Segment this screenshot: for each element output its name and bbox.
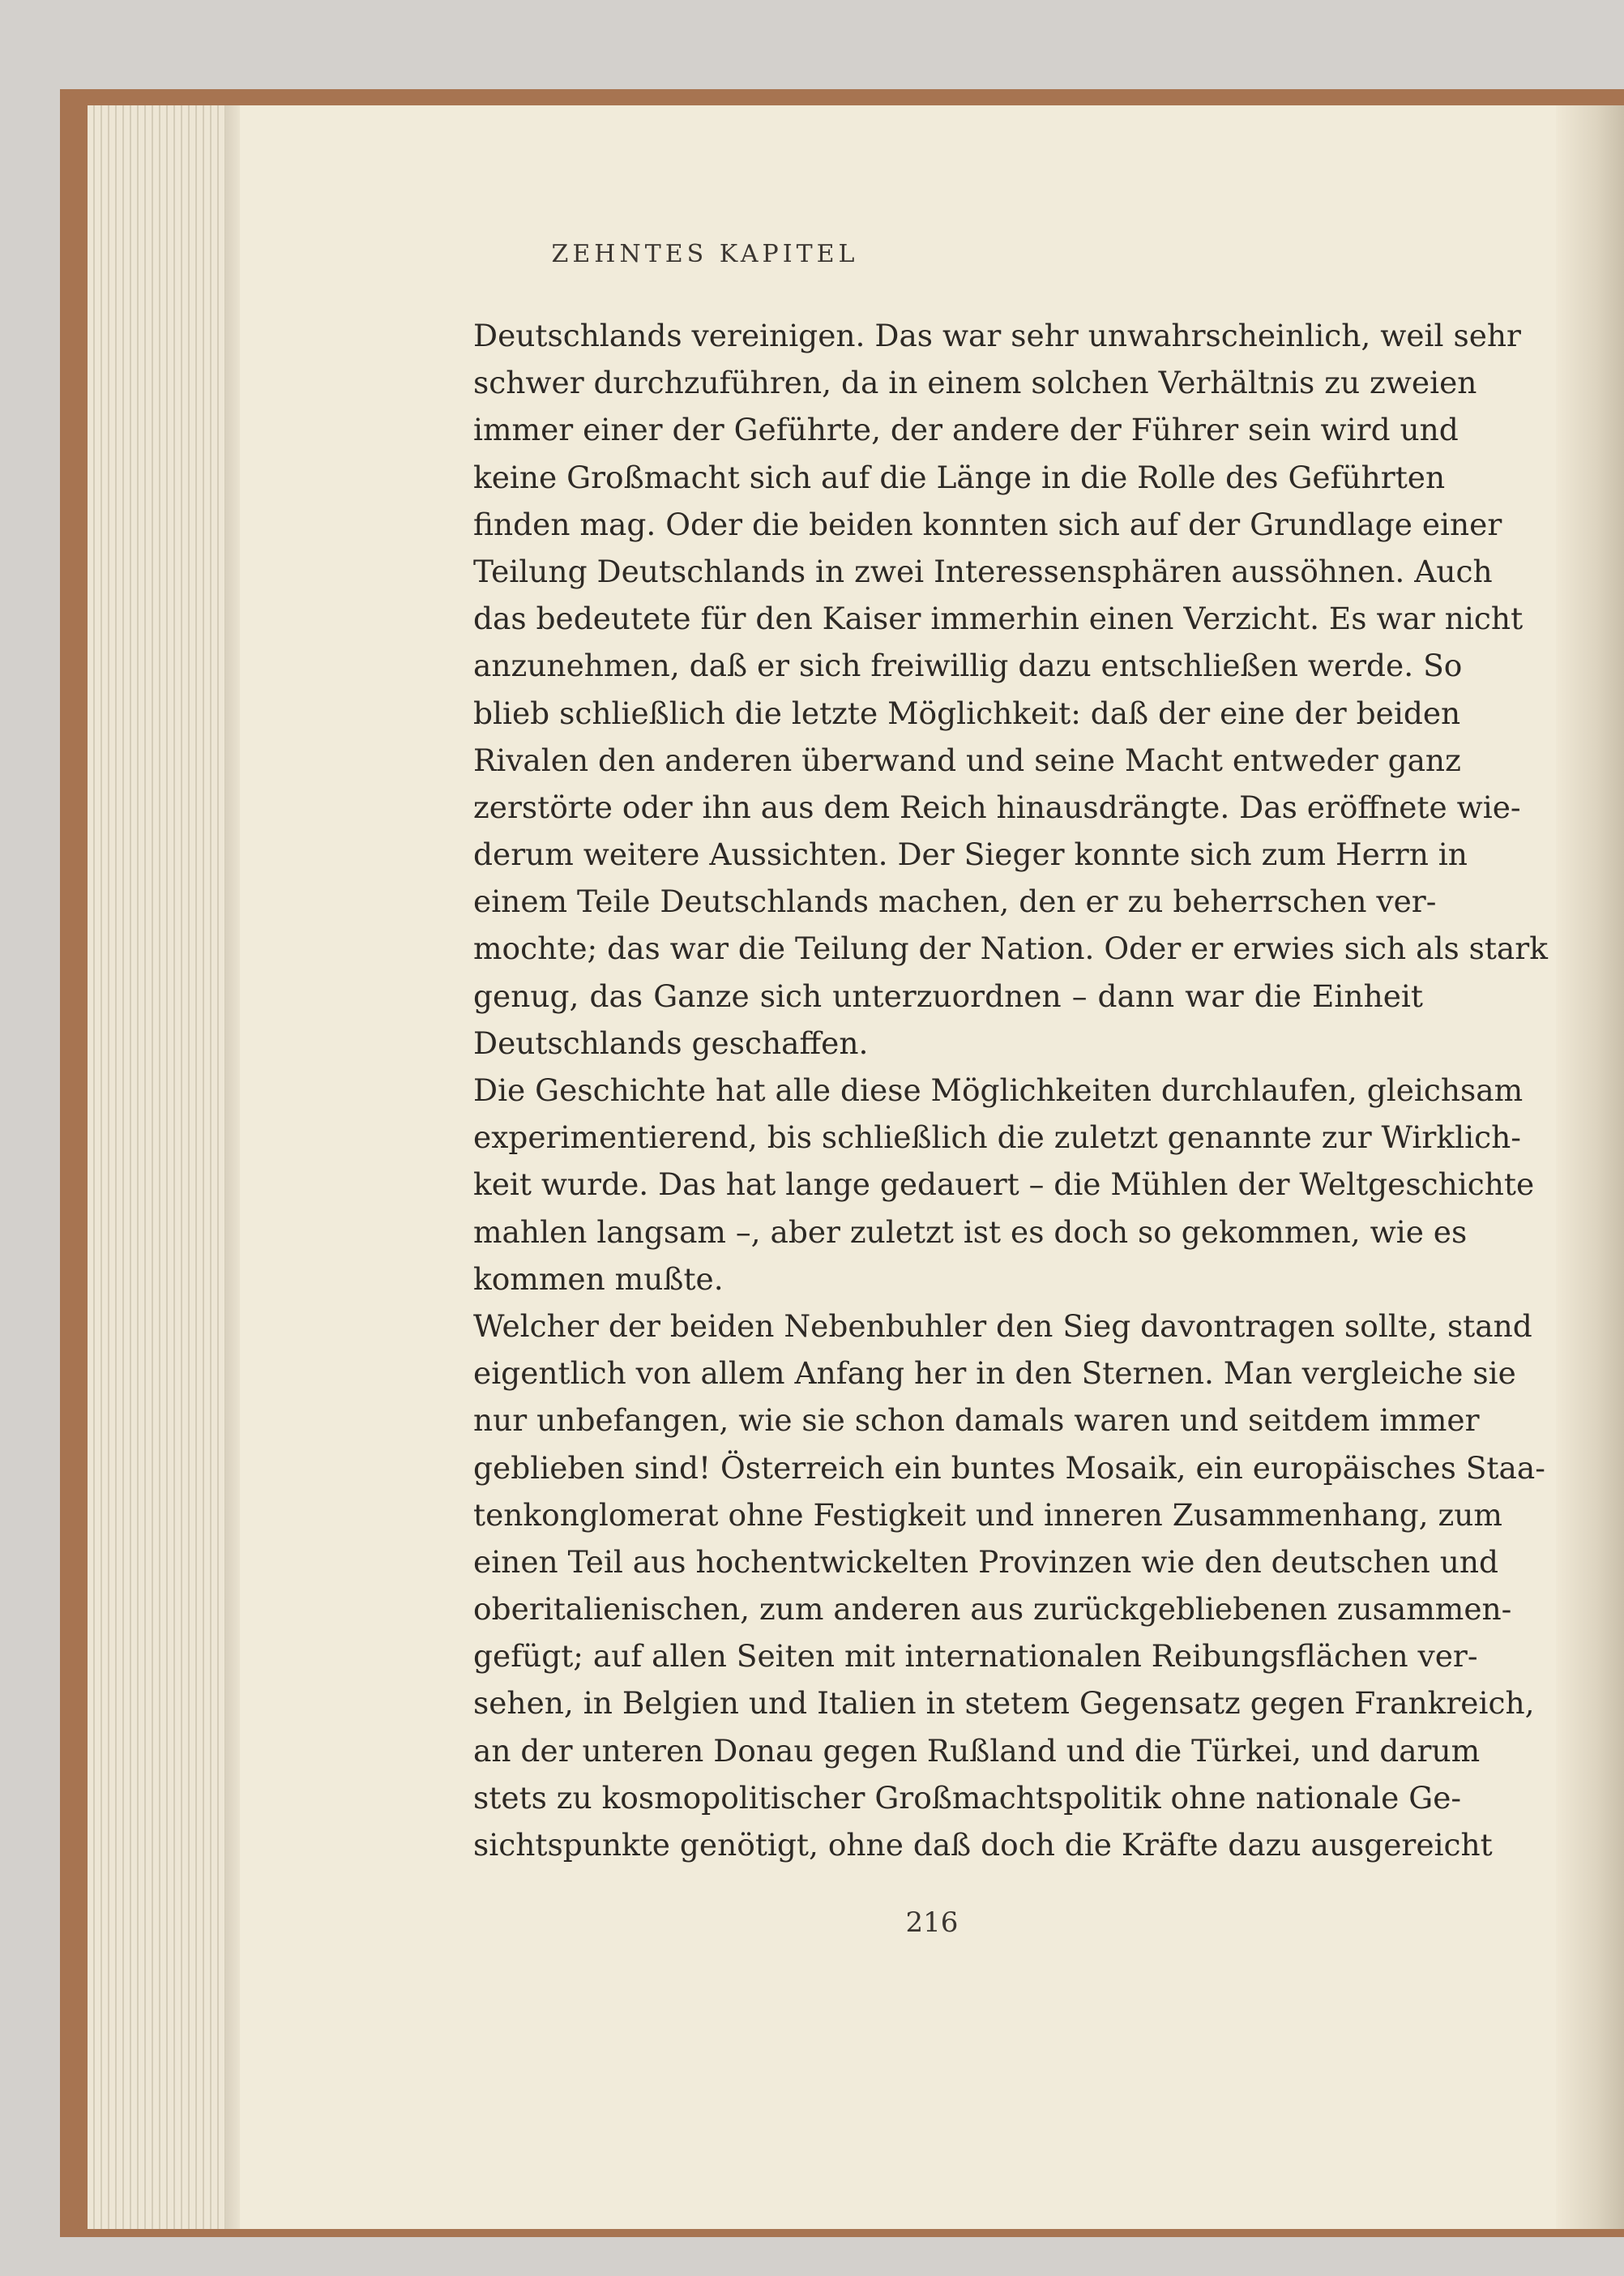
text-line: derum weitere Aussichten. Der Sieger konnte sich zum Herrn in	[473, 836, 1468, 873]
text-line: mahlen langsam –, aber zuletzt ist es doch so gekommen, wie es	[473, 1213, 1468, 1250]
text-line: Deutschlands vereinigen. Das war sehr unwahrscheinlich, weil sehr	[473, 318, 1521, 353]
text-line: sichtspunkte genötigt, ohne daß doch die Kräfte dazu ausgereicht	[473, 1827, 1493, 1863]
text-line: sehen, in Belgien und Italien in stetem Gegensatz gegen Frankreich,	[473, 1685, 1535, 1722]
body-text	[473, 312, 1548, 1868]
text-line: einem Teile Deutschlands machen, den er zu beherrschen ver-	[473, 883, 1437, 920]
text-line: zerstörte oder ihn aus dem Reich hinausdrängte. Das eröffnete wie-	[473, 789, 1521, 825]
text-line: kommen mußte.	[473, 1260, 724, 1297]
text-line: nur unbefangen, wie sie schon damals waren und seitdem immer	[473, 1402, 1480, 1439]
text-line: keit wurde. Das hat lange gedauert – die Mühlen der Weltgeschichte	[473, 1166, 1535, 1203]
text-line: genug, das Ganze sich unterzuordnen – dann war die Einheit	[473, 978, 1423, 1014]
text-line: tenkonglomerat ohne Festigkeit und inneren Zusammenhang, zum	[473, 1496, 1502, 1533]
text-line: finden mag. Oder die beiden konnten sich auf der Grundlage einer	[473, 506, 1502, 542]
text-line: an der unteren Donau gegen Rußland und die Türkei, und darum	[473, 1732, 1481, 1769]
text-line: einen Teil aus hochentwickelten Provinzen wie den deutschen und	[473, 1543, 1499, 1580]
text-line: Teilung Deutschlands in zwei Interessensphären aussöhnen. Auch	[473, 553, 1493, 589]
text-line: schwer durchzuführen, da in einem solchen Verhältnis zu zweien	[473, 365, 1477, 401]
text-line: eigentlich von allem Anfang her in den Sternen. Man vergleiche sie	[473, 1355, 1516, 1392]
text-line: keine Großmacht sich auf die Länge in die Rolle des Geführten	[473, 459, 1446, 495]
text-line: gefügt; auf allen Seiten mit internationalen Reibungsflächen ver-	[473, 1638, 1478, 1675]
text-line: Welcher der beiden Nebenbuhler den Sieg davontragen sollte, stand	[473, 1307, 1532, 1344]
page-gutter	[1556, 105, 1624, 2229]
text-line: blieb schließlich die letzte Möglichkeit: daß der eine der beiden	[473, 695, 1461, 731]
text-line: Rivalen den anderen überwand und seine Macht entweder ganz	[473, 742, 1461, 778]
text-line: das bedeutete für den Kaiser immerhin einen Verzicht. Es war nicht	[473, 601, 1524, 637]
text-line: anzunehmen, daß er sich freiwillig dazu entschließen werde. So	[473, 648, 1463, 684]
page-edges	[88, 105, 233, 2229]
text-line: experimentierend, bis schließlich die zuletzt genannte zur Wirklich-	[473, 1119, 1521, 1156]
text-line: stets zu kosmopolitischer Großmachtspolitik ohne nationale Ge-	[473, 1779, 1462, 1816]
page-number: 216	[905, 1906, 959, 1939]
text-line: geblieben sind! Österreich ein buntes Mosaik, ein europäisches Staa-	[473, 1449, 1545, 1486]
text-line: oberitalienischen, zum anderen aus zurückgebliebenen zusammen-	[473, 1591, 1512, 1628]
text-line: immer einer der Geführte, der andere der Führer sein wird und	[473, 412, 1459, 448]
text-line: mochte; das war die Teilung der Nation. Oder er erwies sich als stark	[473, 931, 1548, 967]
text-line: Deutschlands geschaffen.	[473, 1025, 869, 1061]
running-header: ZEHNTES KAPITEL	[551, 240, 859, 268]
text-line: Die Geschichte hat alle diese Möglichkeiten durchlaufen, gleichsam	[473, 1072, 1524, 1108]
